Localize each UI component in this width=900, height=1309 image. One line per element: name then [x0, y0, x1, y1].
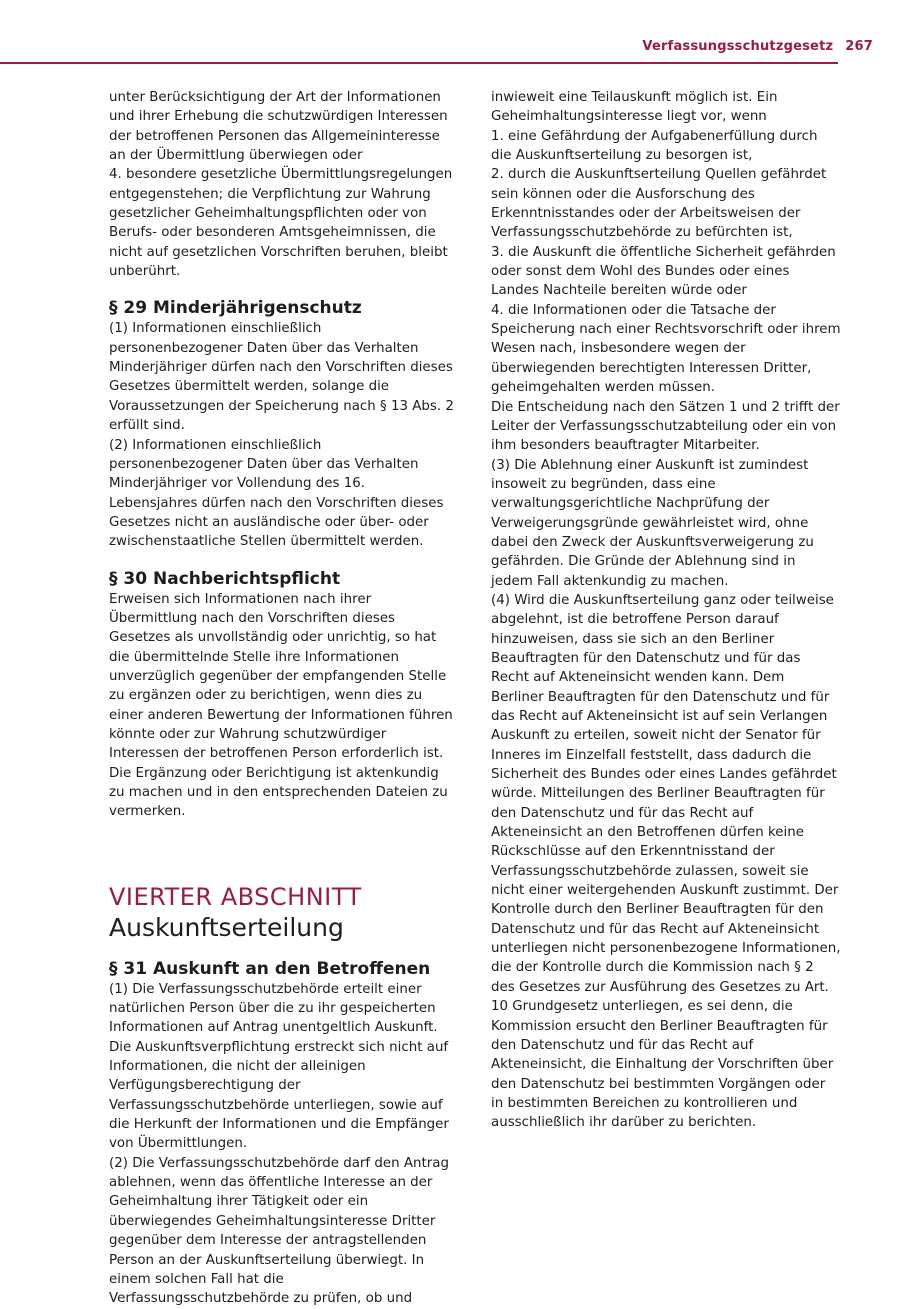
section-30-heading: § 30 Nachberichtspflicht: [109, 568, 341, 589]
section-29-heading: § 29 Minderjährigenschutz: [109, 298, 362, 319]
header-rule: [0, 62, 838, 64]
section-31-para-1: (1) Die Verfassungsschutzbehörde erteilt einer natürlichen Person über die zu ihr gespeicherten Informationen auf Antrag unentgeltlich Auskunft. Die Auskunftsverpflichtung erstreckt sich nicht auf Informationen, die nicht der alleinigen Verfügungsberechtigung der Verfassungsschutzbehörde unterliegen, sowie auf die Herkunft der Informationen und die Empfänger von Übermittlungen.: [109, 981, 449, 1152]
section-30-para-1: Erweisen sich Informationen nach ihrer Übermittlung nach den Vorschriften dieses Gesetzes als unvollständig oder unrichtig, so hat die übermittelnde Stelle ihre Informationen unverzüglich gegenüber der empfangenden Stelle zu ergänzen oder zu berichtigen, wenn dies zu einer anderen Bewertung der Informationen führen könnte oder zur Wahrung schutzwürdiger Interessen der betroffenen Person erforderlich ist. Die Ergänzung oder Berichtigung ist aktenkundig zu machen und in den entsprechenden Dateien zu vermerken.: [109, 591, 453, 820]
section-31-para-2: (2) Die Verfassungsschutzbehörde darf den Antrag ablehnen, wenn das öffentliche Interesse an der Geheimhaltung ihrer Tätigkeit oder ein überwiegendes Geheimhaltungsinteresse Dritter gegenüber dem Interesse der antragstellenden Person an der Auskunftserteilung überwiegt. In einem solchen Fall hat die Verfassungsschutzbehörde zu prüfen, ob und: [109, 1155, 449, 1307]
right-paragraph: inwieweit eine Teilauskunft möglich ist. Ein Geheimhaltungsinteresse liegt vor, wenn: [491, 90, 778, 125]
right-paragraph: 3. die Auskunft die öffentliche Sicherheit gefährden oder sonst dem Wohl des Bundes oder eines Landes Nachteile bereiten würde oder: [491, 244, 836, 299]
right-paragraph: 1. eine Gefährdung der Aufgabenerfüllung durch die Auskunftserteilung zu besorgen ist,: [491, 128, 818, 164]
right-paragraph: 2. durch die Auskunftserteilung Quellen gefährdet sein können oder die Ausforschung des Erkenntnisstandes oder der Arbeitsweisen der Verfassungsschutzbehörde zu befürchten ist,: [491, 167, 827, 241]
right-paragraph: (4) Wird die Auskunftserteilung ganz oder teilweise abgelehnt, ist die betroffene Person darauf hinzuweisen, dass sie sich an den Berliner Beauftragten für den Datenschutz und für das Recht auf Akteneinsicht wenden kann. Dem Berliner Beauftragten für den Datenschutz und für das Recht auf Akteneinsicht ist auf sein Verlangen Auskunft zu erteilen, soweit nicht der Senator für Inneres im Einzelfall feststellt, dass dadurch die Sicherheit des Bundes oder eines Landes gefährdet würde. Mitteilungen des Berliner Beauftragten für den Datenschutz und für das Recht auf Akteneinsicht an den Betroffenen dürfen keine Rückschlüsse auf den Erkenntnisstand der Verfassungsschutzbehörde zulassen, soweit sie nicht einer weitergehenden Auskunft zustimmt. Der Kontrolle durch den Berliner Beauftragten für den Datenschutz und für das Recht auf Akteneinsicht unterliegen nicht personenbezogene Informationen, die der Kontrolle durch die Kommission nach § 2 des Gesetzes zur Ausführung des Gesetzes zu Art. 10 Grundgesetz unterliegen, es sei denn, die Kommission ersucht den Berliner Beauftragten für den Datenschutz und für das Recht auf Akteneinsicht, die Einhaltung der Vorschriften über den Datenschutz bei bestimmten Vorgängen oder in bestimmten Bereichen zu kontrollieren und ausschließlich ihr darüber zu berichten.: [491, 592, 841, 1131]
section-31-heading: § 31 Auskunft an den Betroffenen: [109, 958, 431, 979]
right-column: [491, 88, 841, 1133]
section-29-para-2: (2) Informationen einschließlich personenbezogener Daten über das Verhalten Minderjähriger vor Vollendung des 16. Lebensjahres dürfen nach den Vorschriften dieses Gesetzes nicht an ausländische oder über- oder zwischenstaatliche Stellen übermittelt werden.: [109, 437, 444, 550]
header-title: Verfassungsschutzgesetz: [642, 39, 834, 54]
section-29-para-1: (1) Informationen einschließlich personenbezogener Daten über das Verhalten Minderjähriger dürfen nach den Vorschriften dieses Gesetzes übermittelt werden, solange die Voraussetzungen der Speicherung nach § 13 Abs. 2 erfüllt sind.: [109, 321, 454, 434]
chapter-label: VIERTER ABSCHNITT: [109, 882, 362, 911]
page-number: 267: [845, 39, 873, 54]
intro-item-4: 4. besondere gesetzliche Übermittlungsregelungen entgegenstehen; die Verpflichtung zur Wahrung gesetzlicher Geheimhaltungspflichten oder von Berufs- oder besonderen Amtsgeheimnissen, die nicht auf gesetzlichen Vorschriften beruhen, bleibt unberührt.: [109, 167, 453, 280]
running-header: [0, 39, 873, 54]
left-column: [109, 88, 457, 1309]
chapter-title: Auskunftserteilung: [109, 912, 344, 942]
right-paragraph: (3) Die Ablehnung einer Auskunft ist zumindest insoweit zu begründen, dass eine verwaltungsgerichtliche Nachprüfung der Verweigerungsgründe gewährleistet wird, ohne dabei den Zweck der Auskunftsverweigerung zu gefährden. Die Gründe der Ablehnung sind in jedem Fall aktenkundig zu machen.: [491, 457, 814, 589]
right-paragraph: Die Entscheidung nach den Sätzen 1 und 2 trifft der Leiter der Verfassungsschutzabteilung oder ein von ihm besonders beauftragter Mitarbeiter.: [491, 399, 840, 454]
right-paragraph: 4. die Informationen oder die Tatsache der Speicherung nach einer Rechtsvorschrift oder ihrem Wesen nach, insbesondere wegen der überwiegenden berechtigten Interessen Dritter, geheimgehalten werden müssen.: [491, 302, 841, 396]
intro-paragraph: unter Berücksichtigung der Art der Informationen und ihrer Erhebung die schutzwürdigen Interessen der betroffenen Personen das Allgemeininteresse an der Übermittlung überwiegen oder: [109, 90, 448, 164]
